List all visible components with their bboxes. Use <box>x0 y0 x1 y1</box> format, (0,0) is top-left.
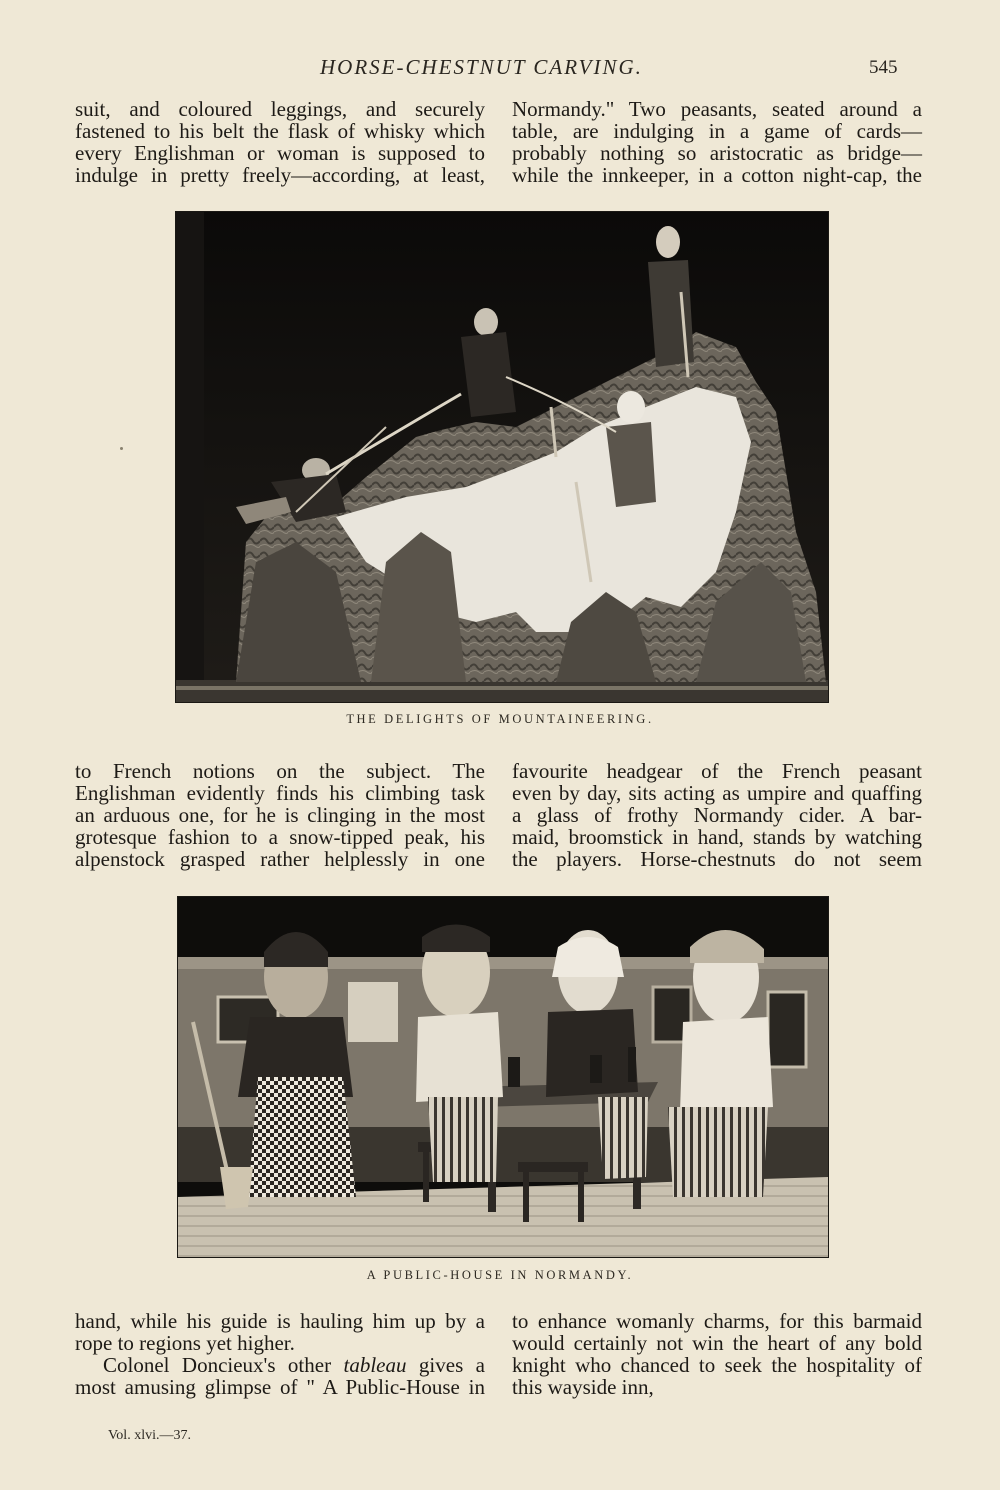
text-line: hand, while his guide is hauling him up by a <box>75 1309 485 1333</box>
text-line: rope to regions yet higher. <box>75 1331 295 1355</box>
text-line: probably nothing so aristocratic as bridge— <box>512 141 922 165</box>
figure-caption-mountaineering: THE DELIGHTS OF MOUNTAINEERING. <box>346 712 654 726</box>
text-line: fastened to his belt the flask of whisky which <box>75 119 485 143</box>
text-column-left-1 <box>75 98 485 186</box>
text-run: gives a <box>406 1353 485 1377</box>
text-line: favourite headgear of the French peasant <box>512 759 922 783</box>
text-column-left-2 <box>75 760 485 870</box>
text-line: grotesque fashion to a snow-tipped peak, his <box>75 825 485 849</box>
volume-signature: Vol. xlvi.—37. <box>108 1428 191 1443</box>
text-line: most amusing glimpse of " A Public-House in <box>75 1375 485 1399</box>
text-line: this wayside inn, <box>512 1375 654 1399</box>
text-line: Englishman evidently finds his climbing task <box>75 781 485 805</box>
text-line: suit, and coloured leggings, and securely <box>75 97 485 121</box>
page-number: 545 <box>869 57 898 78</box>
text-line: to French notions on the subject. The <box>75 759 485 783</box>
mountaineering-photograph <box>176 212 828 702</box>
text-line <box>75 1354 485 1376</box>
text-line: would certainly not win the heart of any bold <box>512 1331 922 1355</box>
text-line: while the innkeeper, in a cotton night-cap, the <box>512 163 922 187</box>
text-line: to enhance womanly charms, for this barmaid <box>512 1309 922 1333</box>
text-line: knight who chanced to seek the hospitality of <box>512 1353 922 1377</box>
text-line: an arduous one, for he is clinging in the most <box>75 803 485 827</box>
text-column-left-3 <box>75 1310 485 1398</box>
running-head <box>0 55 1000 85</box>
text-column-right-2 <box>512 760 922 870</box>
text-line: a glass of frothy Normandy cider. A bar- <box>512 803 922 827</box>
text-line: the players. Horse-chestnuts do not seem <box>512 847 922 871</box>
running-title: HORSE-CHESTNUT CARVING. <box>320 55 643 79</box>
text-line: every Englishman or woman is supposed to <box>75 141 485 165</box>
margin-mark <box>120 447 123 450</box>
text-line: maid, broomstick in hand, stands by watching <box>512 825 922 849</box>
text-line: table, are indulging in a game of cards— <box>512 119 922 143</box>
mountaineering-illustration <box>176 212 828 702</box>
text-line: even by day, sits acting as umpire and quaffing <box>512 781 922 805</box>
text-run: Colonel Doncieux's other <box>103 1353 344 1377</box>
italic-word: tableau <box>343 1353 407 1377</box>
text-column-right-3 <box>512 1310 922 1398</box>
text-line: Normandy." Two peasants, seated around a <box>512 97 922 121</box>
public-house-illustration <box>178 897 828 1257</box>
text-line: alpenstock grasped rather helplessly in one <box>75 847 485 871</box>
figure-caption-public-house: A PUBLIC-HOUSE IN NORMANDY. <box>366 1268 634 1282</box>
text-column-right-1 <box>512 98 922 186</box>
text-line: indulge in pretty freely—according, at least, <box>75 163 485 187</box>
public-house-photograph <box>178 897 828 1257</box>
